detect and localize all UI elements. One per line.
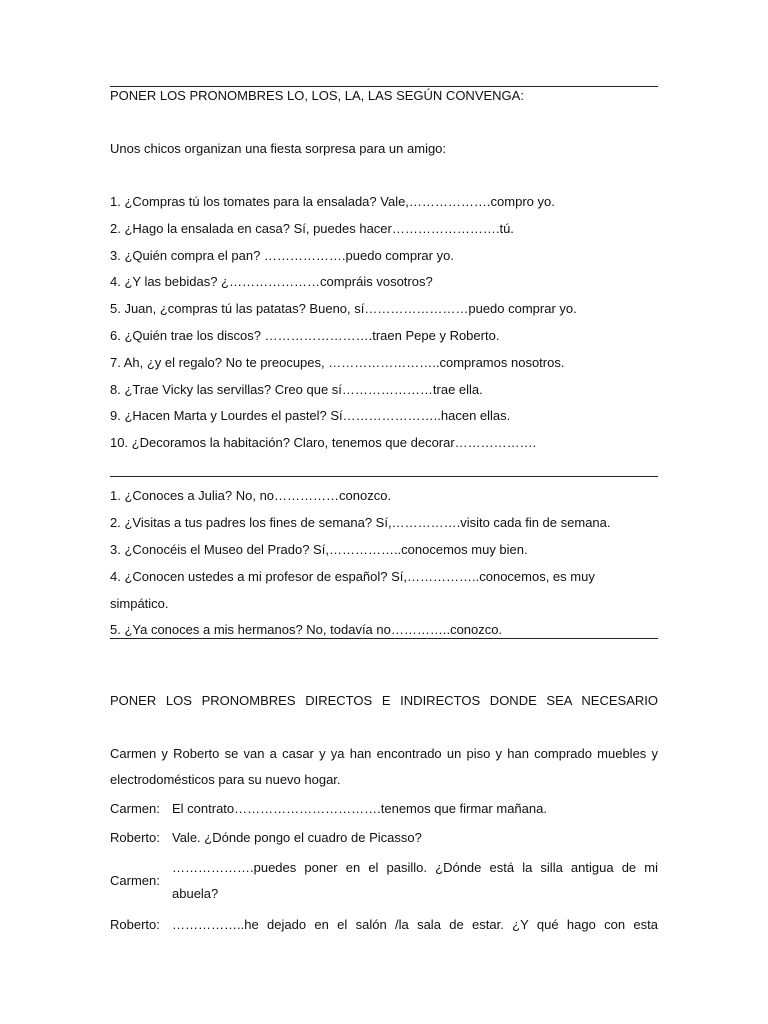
exercise-item: 7. Ah, ¿y el regalo? No te preocupes, ……………………..compramos nosotros. (110, 355, 565, 370)
exercise-item: 10. ¿Decoramos la habitación? Claro, tenemos que decorar………………. (110, 435, 537, 450)
exercise-item: 3. ¿Conocéis el Museo del Prado? Sí,……………..conocemos muy bien. (110, 542, 528, 557)
dialogue-line (110, 912, 658, 938)
dialogue-line (110, 796, 658, 822)
exercise-item: 4. ¿Y las bebidas? ¿…………………compráis vosotros? (110, 274, 433, 289)
divider (110, 638, 658, 639)
dialogue-text: ……………..he dejado en el salón /la sala de estar. ¿Y qué hago con esta (172, 917, 658, 932)
speaker-name: Roberto: (110, 830, 160, 845)
exercise-item: 5. ¿Ya conoces a mis hermanos? No, todavía no…………..conozco. (110, 622, 503, 637)
exercise-item: 3. ¿Quién compra el pan? ……………….puedo comprar yo. (110, 248, 454, 263)
exercise-item: 8. ¿Trae Vicky las servillas? Creo que sí…………………trae ella. (110, 382, 483, 397)
exercise-item: 2. ¿Visitas a tus padres los fines de semana? Sí,…………….visito cada fin de semana. (110, 515, 611, 530)
divider (110, 86, 658, 87)
exercise-item: 9. ¿Hacen Marta y Lourdes el pastel? Sí…………………..hacen ellas. (110, 408, 511, 423)
divider (110, 476, 658, 477)
exercise-item: 4. ¿Conocen ustedes a mi profesor de español? Sí,……………..conocemos, es muy (110, 569, 595, 584)
exercise-item: 6. ¿Quién trae los discos? …………………….traen Pepe y Roberto. (110, 328, 500, 343)
speaker-name: Carmen: (110, 801, 160, 816)
dialogue-text: ……………….puedes poner en el pasillo. ¿Dónde está la silla antigua de mi abuela? (172, 860, 658, 901)
exercise-item: 2. ¿Hago la ensalada en casa? Sí, puedes hacer…………………….tú. (110, 221, 514, 236)
exercise-item: 5. Juan, ¿compras tú las patatas? Bueno, sí……………………puedo comprar yo. (110, 301, 577, 316)
dialogue-line (110, 855, 658, 907)
section-intro: Carmen y Roberto se van a casar y ya han encontrado un piso y han comprado muebles y electrodomésticos para su nuevo hogar. (110, 746, 658, 787)
dialogue-text: Vale. ¿Dónde pongo el cuadro de Picasso? (172, 830, 422, 845)
exercise-item: 1. ¿Compras tú los tomates para la ensalada? Vale,……………….compro yo. (110, 194, 555, 209)
speaker-name: Carmen: (110, 873, 160, 888)
section-title: PONER LOS PRONOMBRES LO, LOS, LA, LAS SEGÚN CONVENGA: (110, 88, 524, 103)
exercise-item: 1. ¿Conoces a Julia? No, no……………conozco. (110, 488, 392, 503)
section-title: PONER LOS PRONOMBRES DIRECTOS E INDIRECTOS DONDE SEA NECESARIO (110, 693, 658, 708)
dialogue-line (110, 825, 658, 851)
speaker-name: Roberto: (110, 917, 160, 932)
dialogue-text: El contrato…………………………….tenemos que firmar mañana. (172, 801, 547, 816)
exercise-item-continuation: simpático. (110, 596, 169, 611)
section-intro: Unos chicos organizan una fiesta sorpresa para un amigo: (110, 141, 447, 156)
